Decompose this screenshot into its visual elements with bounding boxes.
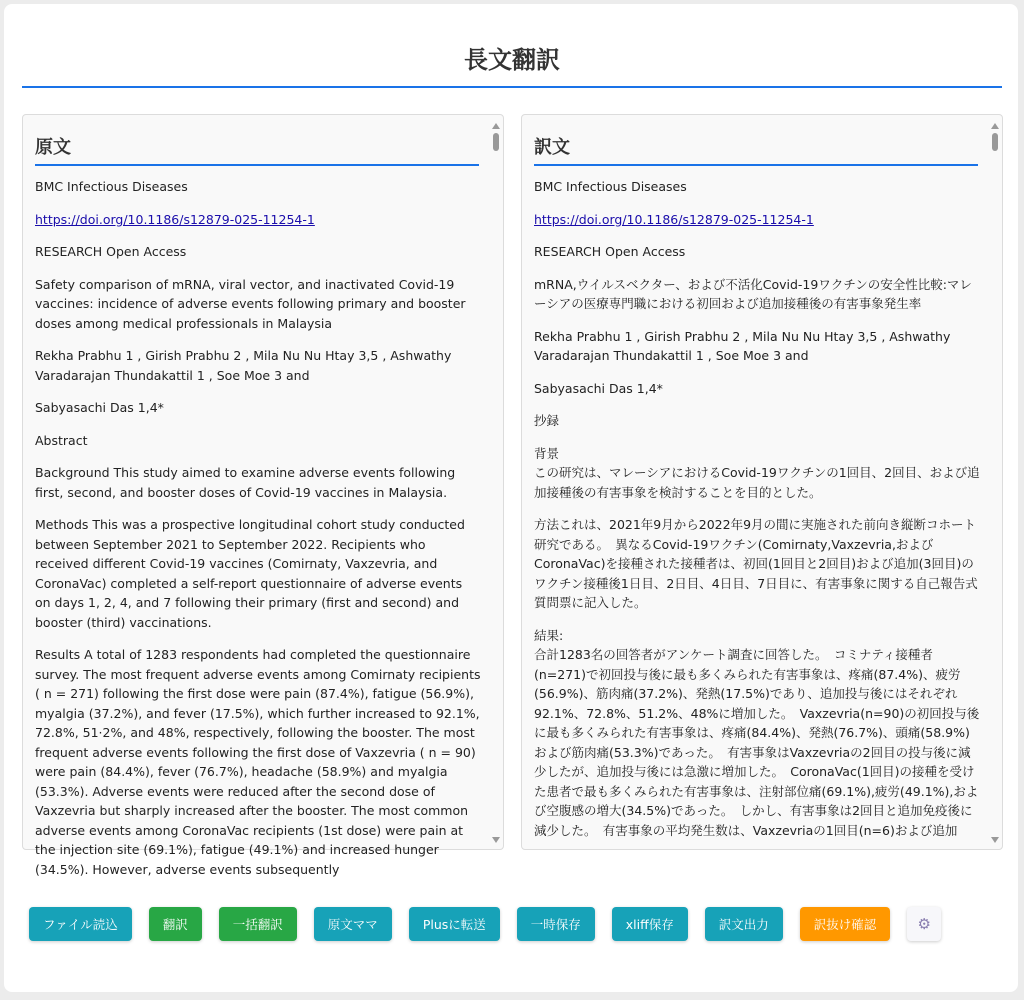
doi-link[interactable]: https://doi.org/10.1186/s12879-025-11254-1 — [35, 211, 315, 227]
text-paragraph: Sabyasachi Das 1,4* — [35, 400, 164, 415]
scroll-thumb[interactable] — [493, 133, 499, 151]
temp-save-button[interactable]: 一時保存 — [517, 907, 595, 941]
text-paragraph: BMC Infectious Diseases — [35, 179, 188, 194]
translation-panel[interactable] — [521, 114, 1003, 850]
check-missing-button[interactable]: 訳抜け確認 — [800, 907, 891, 941]
scroll-down-arrow-icon[interactable] — [492, 837, 500, 843]
source-scrollbar[interactable] — [489, 115, 503, 849]
scroll-up-arrow-icon[interactable] — [492, 123, 500, 129]
title-divider — [22, 86, 1002, 88]
export-translation-button[interactable]: 訳文出力 — [705, 907, 783, 941]
text-paragraph: Rekha Prabhu 1 , Girish Prabhu 2 , Mila Nu Nu Htay 3,5 , Ashwathy Varadarajan Thundakattil 1 , Soe Moe 3 and — [534, 328, 951, 363]
toolbar — [29, 907, 941, 941]
source-heading-divider — [35, 164, 479, 166]
text-paragraph: BMC Infectious Diseases — [534, 179, 687, 194]
scroll-down-arrow-icon[interactable] — [991, 837, 999, 843]
text-paragraph: 背景 この研究は、マレーシアにおけるCovid-19ワクチンの1回目、2回目、および追加接種後の有害事象を検討することを目的とした。 — [534, 445, 980, 500]
source-text[interactable] — [35, 177, 481, 892]
scroll-up-arrow-icon[interactable] — [991, 123, 999, 129]
doi-link[interactable]: https://doi.org/10.1186/s12879-025-11254-1 — [534, 211, 814, 227]
text-paragraph: 結果: 合計1283名の回答者がアンケート調査に回答した。 コミナティ接種者(n=271)で初回投与後に最も多くみられた有害事象は、疼痛(87.4%)、疲労(56.9%)、筋肉痛(37.2%)、発熱(17.5%)であり、追加投与後にはそれぞれ92.1%、72.8%、51.2%、48%に増加した。 Vaxzevria(n=90)の初回投与後に最も多くみられた有害事象は、疼痛(84.4%)、発熱(76.7%)、頭痛(58.9%)および筋肉痛(53.3%)であった。 有害事象はVaxzevriaの2回目の投与後に減少したが、追加投与後には急激に増加した。 CoronaVac(1回目)の接種を受けた患者で最も多くみられた有害事象は、注射部位痛(69.1%),疲労(49.1%),および空腹感の増大(34.5%)であった。 しかし、有害事象は2回目と追加免疫後に減少した。 有害事象の平均発生数は、Vaxzevriaの1回目(n=6)および追加 — [534, 627, 980, 838]
send-to-plus-button[interactable]: Plusに転送 — [409, 907, 500, 941]
text-paragraph: 方法これは、2021年9月から2022年9月の間に実施された前向き縦断コホート研究である。 異なるCovid-19ワクチン(Comirnaty,Vaxzevria,およびCoronaVac)を接種された接種者は、初回(1回目と2回目)および追加(3回目)のワクチン接種後1日目、2日目、4日目、7日目に、有害事象に関する自己報告式質問票に記入した。 — [534, 517, 978, 610]
translation-heading: 訳文 — [534, 137, 570, 158]
load-file-button[interactable]: ファイル読込 — [29, 907, 132, 941]
text-paragraph: RESEARCH Open Access — [534, 244, 686, 259]
text-paragraph: Background This study aimed to examine adverse events following first, second, and booster doses of Covid-19 vaccines in Malaysia. — [35, 465, 456, 500]
settings-button[interactable] — [907, 907, 941, 941]
source-panel[interactable] — [22, 114, 504, 877]
scroll-thumb[interactable] — [992, 133, 998, 151]
doi-paragraph — [35, 210, 481, 230]
source-heading: 原文 — [35, 137, 71, 158]
keep-original-button[interactable]: 原文ママ — [314, 907, 392, 941]
text-paragraph: mRNA,ウイルスベクター、および不活化Covid-19ワクチンの安全性比較:マレーシアの医療専門職における初回および追加接種後の有害事象発生率 — [534, 276, 972, 311]
gear-icon: ⚙ — [917, 915, 931, 933]
translate-button[interactable]: 翻訳 — [149, 907, 202, 941]
text-paragraph: Safety comparison of mRNA, viral vector, and inactivated Covid-19 vaccines: incidence of adverse events following primary and booster doses among medical professionals in Malaysia — [35, 276, 466, 331]
text-paragraph: RESEARCH Open Access — [35, 244, 187, 259]
xliff-save-button[interactable]: xliff保存 — [612, 907, 688, 941]
page-title: 長文翻訳 — [464, 46, 560, 74]
text-paragraph: 抄録 — [534, 413, 560, 428]
translation-heading-divider — [534, 164, 978, 166]
translation-scrollbar[interactable] — [988, 115, 1002, 849]
translation-text[interactable] — [534, 177, 980, 853]
text-paragraph: Abstract — [35, 432, 88, 448]
text-paragraph: Rekha Prabhu 1 , Girish Prabhu 2 , Mila Nu Nu Htay 3,5 , Ashwathy Varadarajan Thundakattil 1 , Soe Moe 3 and — [35, 348, 452, 383]
text-paragraph: Results A total of 1283 respondents had completed the questionnaire survey. The most frequent adverse events among Comirnaty recipients ( n = 271) following the first dose were pain (87.4%), fatigue (56.9%), myalgia (37.2%), and fever (17.5%), which further increased to 92.1%, 72.8%, 51·2%, and 48%, respectively, following the booster. The most frequent adverse events following the first dose of Vaxzevria ( n = 90) were pain (84.4%), fever (76.7%), headache (58.9%) and myalgia (53.3%). Adverse events were reduced after the second dose of Vaxzevria but sharply increased after the booster. The most common adverse events among CoronaVac recipients (1st dose) were pain at the injection site (69.1%), fatigue (49.1%) and increased hunger (34.5%). However, adverse events subsequently — [35, 647, 481, 877]
text-paragraph: Methods This was a prospective longitudinal cohort study conducted between September 2021 to September 2022. Recipients who received different Covid-19 vaccines (Comirnaty, Vaxzevria, and CoronaVac) completed a self-report questionnaire of adverse events on days 1, 2, 4, and 7 following their primary (first and second) and booster (third) vaccinations. — [35, 517, 465, 630]
doi-paragraph — [534, 210, 980, 230]
batch-translate-button[interactable]: 一括翻訳 — [219, 907, 297, 941]
text-paragraph: Sabyasachi Das 1,4* — [534, 380, 663, 396]
